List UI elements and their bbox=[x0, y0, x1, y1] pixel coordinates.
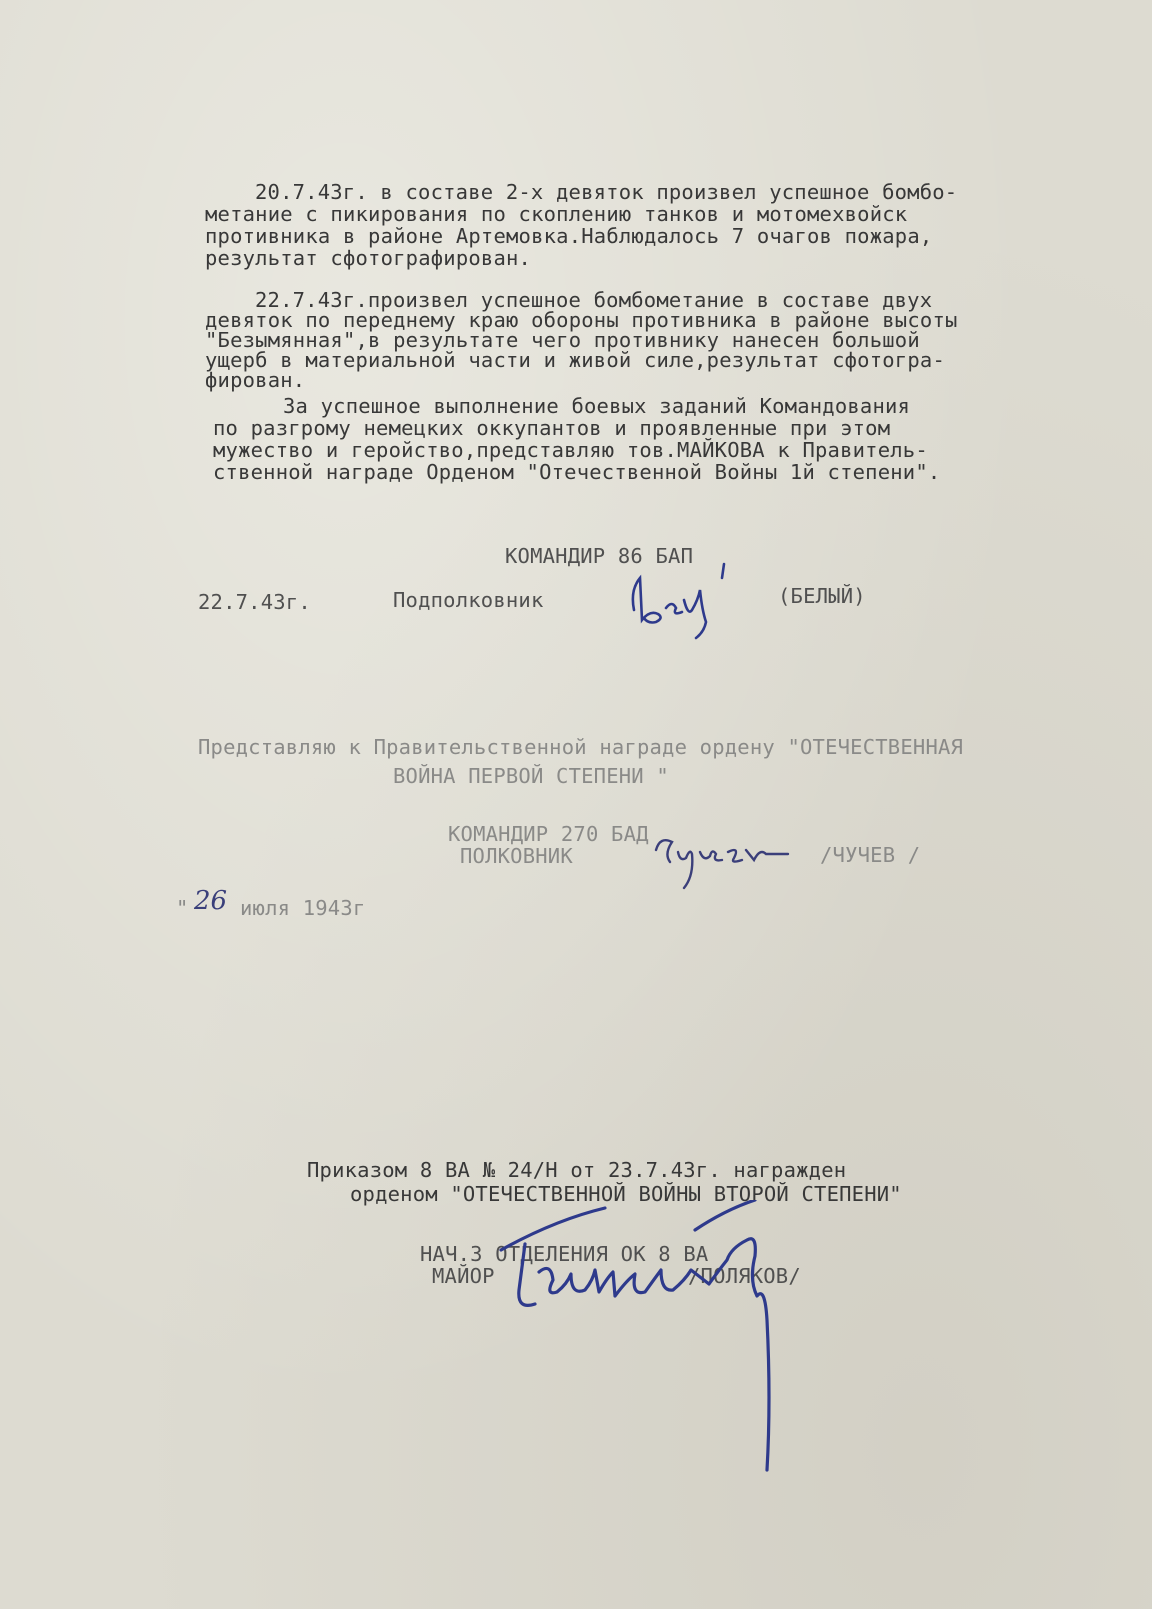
paragraph-2-line-4: ущерб в материальной части и живой силе,результат сфотогра- bbox=[205, 348, 945, 372]
commander-1-signature bbox=[620, 560, 740, 640]
commander-2-title: КОМАНДИР 270 БАД bbox=[448, 822, 649, 846]
date-line-rest: июля 1943г bbox=[240, 896, 366, 920]
commander-1-rank: Подполковник bbox=[393, 588, 544, 612]
paragraph-3-line-4: ственной награде Орденом "Отечественной Войны 1й степени". bbox=[213, 460, 941, 484]
paragraph-2-line-1: 22.7.43г.произвел успешное бомбометание в составе двух bbox=[255, 288, 933, 312]
paragraph-1-line-1: 20.7.43г. в составе 2-х девяток произвел успешное бомбо- bbox=[255, 180, 958, 204]
order-official-signature bbox=[495, 1200, 795, 1480]
order-official-name: /ПОЛЯКОВ/ bbox=[688, 1264, 801, 1288]
order-line-2: орденом "ОТЕЧЕСТВЕННОЙ ВОЙНЫ ВТОРОЙ СТЕПЕНИ" bbox=[350, 1182, 902, 1206]
commander-1-date: 22.7.43г. bbox=[198, 590, 311, 614]
paragraph-2-line-3: "Безымянная",в результате чего противнику нанесен большой bbox=[205, 328, 920, 352]
recommendation-line-2: ВОЙНА ПЕРВОЙ СТЕПЕНИ " bbox=[393, 764, 669, 788]
order-line-1: Приказом 8 ВА № 24/Н от 23.7.43г. награжден bbox=[307, 1158, 847, 1182]
commander-2-rank: ПОЛКОВНИК bbox=[460, 844, 573, 868]
date-line-prefix: " bbox=[176, 896, 189, 920]
paragraph-2-line-2: девяток по переднему краю обороны противника в районе высоты bbox=[205, 308, 958, 332]
commander-1-title: КОМАНДИР 86 БАП bbox=[505, 544, 694, 568]
paragraph-1-line-3: противника в районе Артемовка.Наблюдалось 7 очагов пожара, bbox=[205, 224, 933, 248]
commander-2-signature bbox=[650, 832, 790, 892]
commander-2-name: /ЧУЧЕВ / bbox=[820, 843, 921, 867]
paragraph-2-line-5: фирован. bbox=[205, 368, 306, 392]
order-official-rank: МАЙОР bbox=[432, 1264, 495, 1288]
paragraph-1-line-2: метание с пикирования по скоплению танков и мотомехвойск bbox=[205, 202, 908, 226]
paragraph-3-line-3: мужество и геройство,представляю тов.МАЙКОВА к Правитель- bbox=[213, 438, 928, 462]
commander-1-name: (БЕЛЫЙ) bbox=[778, 584, 866, 608]
paragraph-3-line-1: За успешное выполнение боевых заданий Командования bbox=[283, 394, 911, 418]
recommendation-line-1: Представляю к Правительственной награде ордену "ОТЕЧЕСТВЕННАЯ bbox=[198, 735, 964, 759]
paragraph-3-line-2: по разгрому немецких оккупантов и проявленные при этом bbox=[213, 416, 891, 440]
order-official-line-1: НАЧ.3 ОТДЕЛЕНИЯ ОК 8 ВА bbox=[420, 1242, 709, 1266]
date-line-day: 26 bbox=[194, 886, 228, 916]
paragraph-1-line-4: результат сфотографирован. bbox=[205, 246, 532, 270]
